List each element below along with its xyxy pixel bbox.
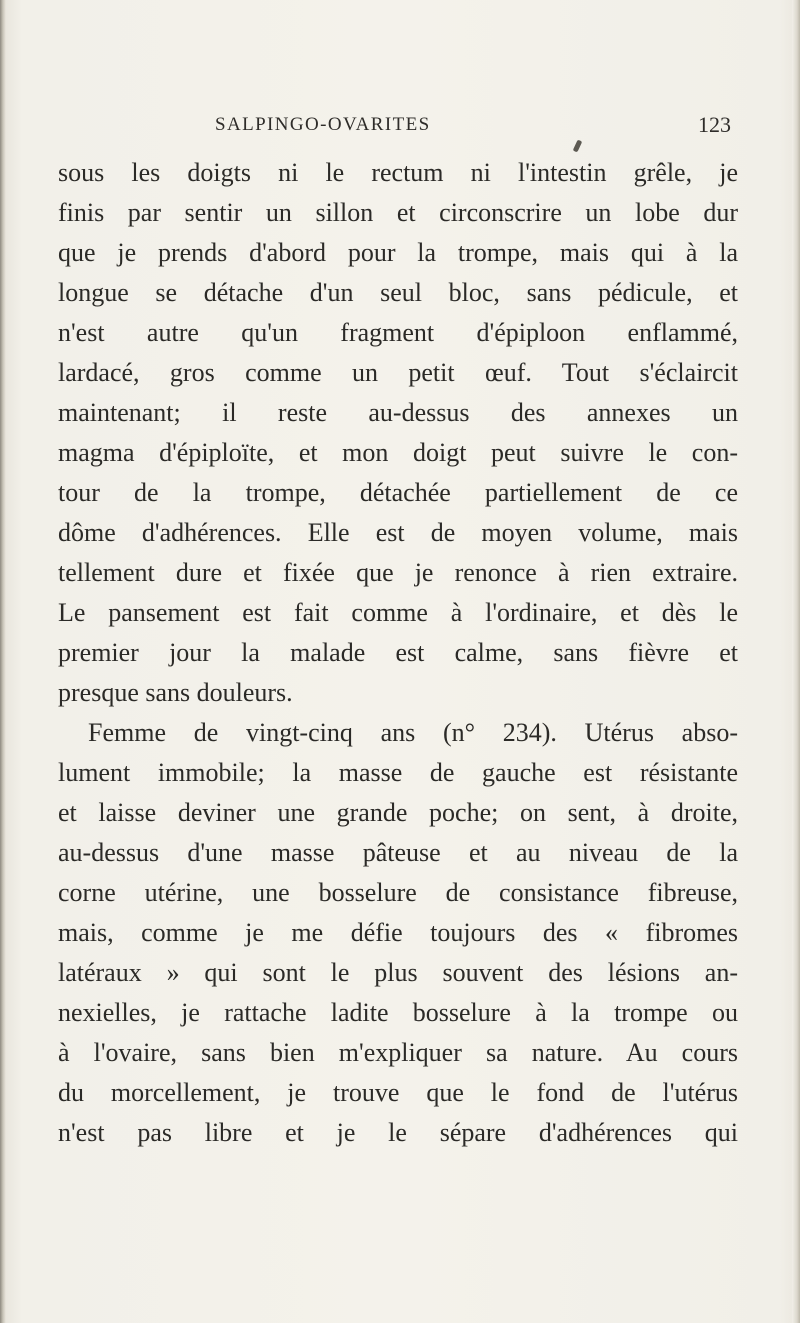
text-line: et laisse deviner une grande poche; on sent, à droite, [58, 798, 738, 827]
text-line: sous les doigts ni le rectum ni l'intestin grêle, je [58, 158, 738, 187]
text-line: tellement dure et fixée que je renonce à rien extraire. [58, 558, 738, 587]
text-line: mais, comme je me défie toujours des « fibromes [58, 918, 738, 947]
page-header [0, 112, 800, 142]
text-line: du morcellement, je trouve que le fond de l'utérus [58, 1078, 738, 1107]
body-text [58, 153, 738, 1153]
text-line: Femme de vingt-cinq ans (n° 234). Utérus abso- [88, 718, 738, 747]
text-line: tour de la trompe, détachée partiellement de ce [58, 478, 738, 507]
running-title: SALPINGO-OVARITES [215, 114, 431, 135]
text-line: premier jour la malade est calme, sans fièvre et [58, 638, 738, 667]
text-line: maintenant; il reste au-dessus des annexes un [58, 398, 738, 427]
text-line: lardacé, gros comme un petit œuf. Tout s'éclaircit [58, 358, 738, 387]
text-line: presque sans douleurs. [58, 678, 293, 707]
text-line: finis par sentir un sillon et circonscrire un lobe dur [58, 198, 738, 227]
text-line: magma d'épiploïte, et mon doigt peut suivre le con- [58, 438, 738, 467]
text-line: n'est autre qu'un fragment d'épiploon enflammé, [58, 318, 738, 347]
text-line: n'est pas libre et je le sépare d'adhérences qui [58, 1118, 738, 1147]
page-number: 123 [698, 112, 731, 137]
text-line: longue se détache d'un seul bloc, sans pédicule, et [58, 278, 738, 307]
text-line: que je prends d'abord pour la trompe, mais qui à la [58, 238, 738, 267]
text-line: corne utérine, une bosselure de consistance fibreuse, [58, 878, 738, 907]
text-line: nexielles, je rattache ladite bosselure à la trompe ou [58, 998, 738, 1027]
text-line: Le pansement est fait comme à l'ordinaire, et dès le [58, 598, 738, 627]
text-line: lument immobile; la masse de gauche est résistante [58, 758, 738, 787]
text-line: au-dessus d'une masse pâteuse et au niveau de la [58, 838, 738, 867]
text-line: dôme d'adhérences. Elle est de moyen volume, mais [58, 518, 738, 547]
page-right-edge [792, 0, 800, 1323]
text-line: à l'ovaire, sans bien m'expliquer sa nature. Au cours [58, 1038, 738, 1067]
text-line: latéraux » qui sont le plus souvent des lésions an- [58, 958, 738, 987]
page-binding-edge [0, 0, 6, 1323]
